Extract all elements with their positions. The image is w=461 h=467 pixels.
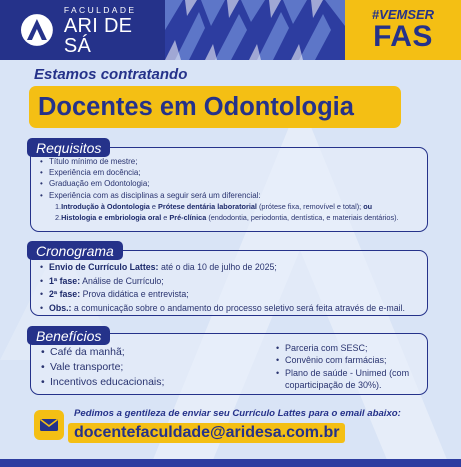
requisitos-list [40,156,399,223]
beneficios-right-list [276,342,409,391]
tag-line-2: FAS [373,20,433,53]
list-item: • Experiência com as disciplinas a seguir será um diferencial: [40,190,399,201]
bottom-strip [0,459,461,467]
list-item: • 1ª fase: Análise de Currículo; [40,275,405,289]
logo-mark-icon [20,13,54,47]
logo [0,0,165,60]
list-item-continuation: coparticipação de 30%). [285,379,382,390]
requisitos-sub-1: 1.Introdução à Odontologia e Prótese dentária laboratorial (prótese fixa, removível e total); ou [55,201,373,211]
beneficios-left-list [41,345,164,390]
list-item: • Graduação em Odontologia; [40,178,399,189]
list-item: • Incentivos educacionais; [41,375,164,390]
contact-email[interactable]: docentefaculdade@aridesa.com.br [68,423,345,443]
footer-instruction: Pedimos a gentileza de enviar seu Currículo Lattes para o email abaixo: [74,408,401,419]
list-item: • Experiência em docência; [40,167,399,178]
cronograma-list [40,261,405,315]
beneficios-label: Benefícios [27,326,110,345]
page-title: Docentes em Odontologia [29,86,401,128]
list-item: • Café da manhã; [41,345,164,360]
list-item: • Título mínimo de mestre; [40,156,399,167]
cronograma-label: Cronograma [27,241,123,260]
vemser-tag [345,0,461,60]
logo-big-text: ARI DE SÁ [63,14,133,57]
intro-text: Estamos contratando [34,66,188,83]
requisitos-sub-2: 2.Histologia e embriologia oral e Pré-clínica (endodontia, periodontia, dentística, e materiais dentários). [55,212,399,222]
list-item: • 2ª fase: Prova didática e entrevista; [40,288,405,302]
logo-small-text: FACULDADE [63,4,137,15]
list-item: • Parceria com SESC; [276,342,409,354]
header-pattern [165,0,345,60]
list-item: • Envio de Currículo Lattes: até o dia 10 de julho de 2025; [40,261,405,275]
list-item: • Vale transporte; [41,360,164,375]
tag-line-1: #VEMSER [371,7,435,22]
header [0,0,461,60]
mail-icon [34,410,64,440]
list-item: • Plano de saúde - Unimed (com [276,367,409,379]
list-item: • Convênio com farmácias; [276,354,409,366]
requisitos-label: Requisitos [27,138,110,157]
list-item: • Obs.: a comunicação sobre o andamento do processo seletivo será feita através de e-mail. [40,302,405,316]
